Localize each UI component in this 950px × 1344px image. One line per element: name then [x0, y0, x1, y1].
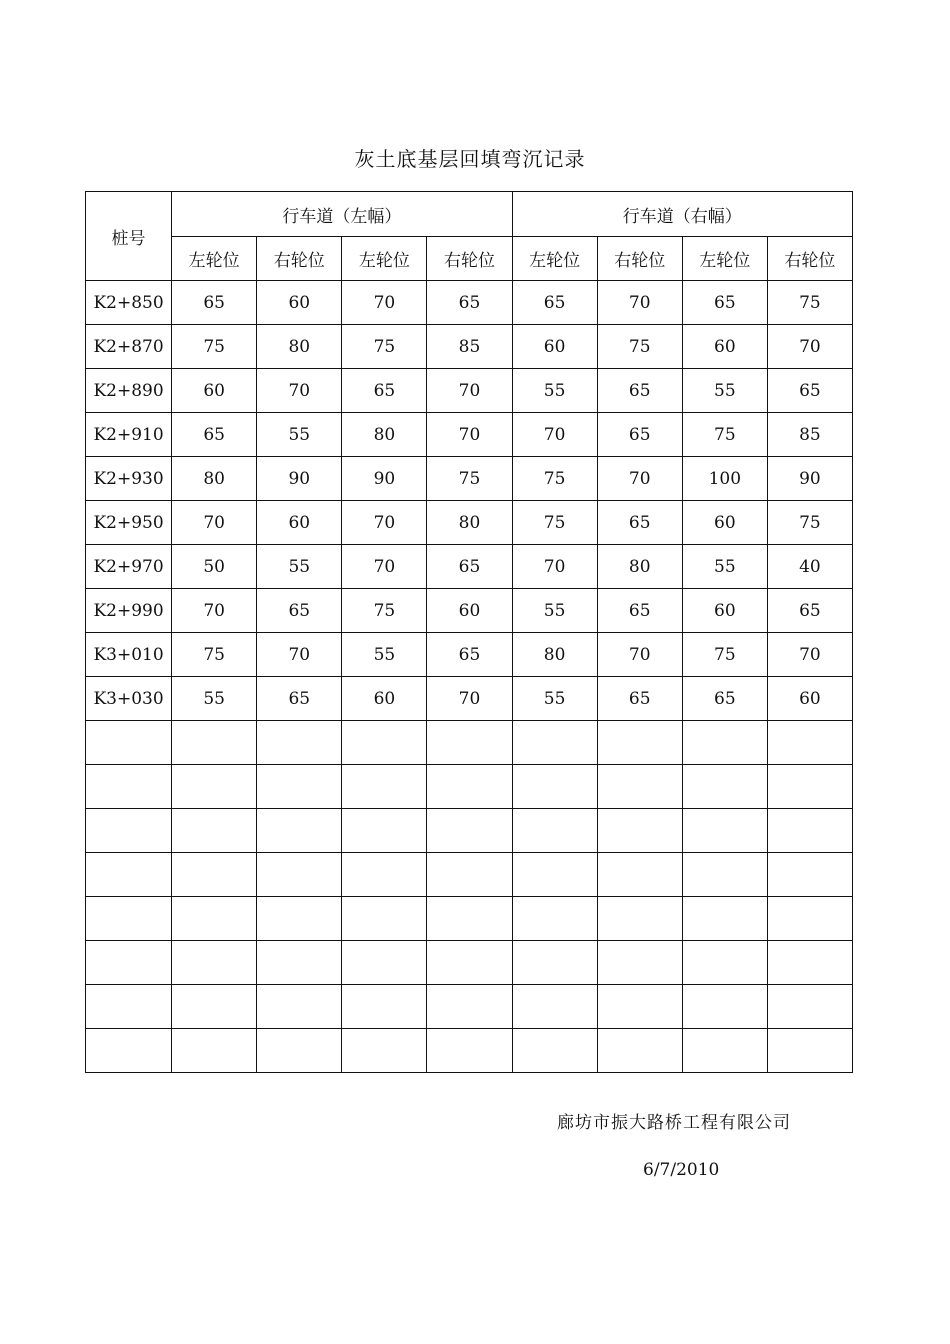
empty-cell — [427, 897, 512, 941]
table-row — [86, 325, 853, 369]
deflection-value-cell: 85 — [427, 325, 512, 369]
empty-cell — [767, 985, 852, 1029]
table-row — [86, 457, 853, 501]
empty-table-row — [86, 1029, 853, 1073]
station-cell: K2+890 — [86, 369, 172, 413]
empty-cell — [767, 809, 852, 853]
deflection-value-cell: 70 — [257, 633, 342, 677]
deflection-value-cell: 90 — [257, 457, 342, 501]
subheader-cell: 右轮位 — [427, 237, 512, 281]
deflection-value-cell: 80 — [342, 413, 427, 457]
empty-cell — [342, 765, 427, 809]
empty-cell — [512, 765, 597, 809]
empty-cell — [597, 721, 682, 765]
deflection-value-cell: 65 — [597, 589, 682, 633]
deflection-value-cell: 75 — [172, 633, 257, 677]
station-cell: K2+870 — [86, 325, 172, 369]
deflection-value-cell: 70 — [342, 545, 427, 589]
empty-cell — [257, 985, 342, 1029]
empty-cell — [257, 853, 342, 897]
deflection-value-cell: 75 — [512, 457, 597, 501]
empty-cell — [512, 941, 597, 985]
deflection-value-cell: 55 — [682, 369, 767, 413]
deflection-value-cell: 65 — [597, 369, 682, 413]
empty-cell — [682, 1029, 767, 1073]
deflection-value-cell: 90 — [342, 457, 427, 501]
deflection-value-cell: 65 — [427, 633, 512, 677]
empty-cell — [767, 765, 852, 809]
empty-cell — [597, 941, 682, 985]
station-cell: K3+030 — [86, 677, 172, 721]
empty-cell — [257, 721, 342, 765]
deflection-value-cell: 85 — [767, 413, 852, 457]
empty-cell — [257, 809, 342, 853]
empty-cell — [597, 765, 682, 809]
deflection-value-cell: 75 — [597, 325, 682, 369]
table-row — [86, 413, 853, 457]
empty-cell — [172, 941, 257, 985]
empty-cell — [257, 765, 342, 809]
empty-cell — [597, 809, 682, 853]
deflection-value-cell: 65 — [257, 677, 342, 721]
empty-cell — [342, 985, 427, 1029]
subheader-cell: 左轮位 — [512, 237, 597, 281]
empty-table-row — [86, 985, 853, 1029]
empty-cell — [427, 985, 512, 1029]
empty-cell — [342, 897, 427, 941]
deflection-value-cell: 70 — [427, 677, 512, 721]
deflection-value-cell: 70 — [597, 281, 682, 325]
empty-table-row — [86, 897, 853, 941]
deflection-value-cell: 55 — [172, 677, 257, 721]
subheader-cell: 左轮位 — [342, 237, 427, 281]
empty-cell — [86, 897, 172, 941]
table-body — [86, 281, 853, 1073]
deflection-value-cell: 60 — [172, 369, 257, 413]
document-title: 灰土底基层回填弯沉记录 — [354, 147, 586, 171]
deflection-value-cell: 80 — [597, 545, 682, 589]
deflection-value-cell: 60 — [512, 325, 597, 369]
deflection-value-cell: 70 — [767, 325, 852, 369]
empty-cell — [172, 809, 257, 853]
empty-cell — [512, 721, 597, 765]
deflection-value-cell: 65 — [512, 281, 597, 325]
right-lane-group-header: 行车道（右幅） — [512, 192, 852, 237]
empty-cell — [342, 721, 427, 765]
deflection-value-cell: 70 — [172, 589, 257, 633]
empty-cell — [682, 897, 767, 941]
table-row — [86, 281, 853, 325]
deflection-value-cell: 70 — [597, 633, 682, 677]
subheader-cell: 左轮位 — [172, 237, 257, 281]
empty-table-row — [86, 765, 853, 809]
left-lane-group-header: 行车道（左幅） — [172, 192, 512, 237]
deflection-value-cell: 70 — [512, 545, 597, 589]
deflection-value-cell: 70 — [512, 413, 597, 457]
station-cell: K2+850 — [86, 281, 172, 325]
empty-table-row — [86, 853, 853, 897]
empty-cell — [682, 765, 767, 809]
deflection-value-cell: 60 — [767, 677, 852, 721]
empty-cell — [342, 1029, 427, 1073]
deflection-value-cell: 65 — [597, 677, 682, 721]
station-cell: K2+990 — [86, 589, 172, 633]
empty-cell — [342, 941, 427, 985]
deflection-value-cell: 65 — [682, 677, 767, 721]
deflection-value-cell: 80 — [427, 501, 512, 545]
deflection-value-cell: 65 — [682, 281, 767, 325]
empty-cell — [427, 853, 512, 897]
empty-cell — [767, 1029, 852, 1073]
deflection-value-cell: 65 — [597, 501, 682, 545]
empty-cell — [257, 1029, 342, 1073]
empty-cell — [172, 985, 257, 1029]
deflection-value-cell: 65 — [427, 545, 512, 589]
deflection-value-cell: 55 — [342, 633, 427, 677]
station-cell: K2+970 — [86, 545, 172, 589]
empty-cell — [257, 897, 342, 941]
deflection-value-cell: 80 — [257, 325, 342, 369]
empty-table-row — [86, 721, 853, 765]
empty-cell — [342, 853, 427, 897]
deflection-value-cell: 75 — [767, 281, 852, 325]
deflection-value-cell: 60 — [682, 589, 767, 633]
subheader-cell: 右轮位 — [597, 237, 682, 281]
deflection-value-cell: 60 — [257, 281, 342, 325]
empty-cell — [682, 809, 767, 853]
empty-cell — [682, 985, 767, 1029]
empty-cell — [257, 941, 342, 985]
subheader-cell: 右轮位 — [257, 237, 342, 281]
deflection-value-cell: 70 — [767, 633, 852, 677]
station-cell: K2+930 — [86, 457, 172, 501]
empty-cell — [767, 721, 852, 765]
empty-cell — [86, 941, 172, 985]
empty-cell — [172, 1029, 257, 1073]
deflection-value-cell: 90 — [767, 457, 852, 501]
deflection-value-cell: 60 — [427, 589, 512, 633]
empty-cell — [86, 985, 172, 1029]
deflection-value-cell: 70 — [342, 501, 427, 545]
empty-cell — [86, 809, 172, 853]
deflection-value-cell: 75 — [342, 589, 427, 633]
empty-table-row — [86, 941, 853, 985]
table-row — [86, 589, 853, 633]
empty-table-row — [86, 809, 853, 853]
table-row — [86, 369, 853, 413]
record-date: 6/7/2010 — [643, 1160, 720, 1180]
deflection-value-cell: 100 — [682, 457, 767, 501]
deflection-value-cell: 75 — [427, 457, 512, 501]
deflection-record-table — [85, 191, 853, 1073]
empty-cell — [427, 941, 512, 985]
empty-cell — [767, 897, 852, 941]
empty-cell — [427, 809, 512, 853]
deflection-value-cell: 75 — [767, 501, 852, 545]
empty-cell — [172, 897, 257, 941]
station-header: 桩号 — [86, 192, 172, 281]
empty-cell — [597, 1029, 682, 1073]
deflection-value-cell: 70 — [342, 281, 427, 325]
empty-cell — [767, 941, 852, 985]
empty-cell — [682, 941, 767, 985]
deflection-value-cell: 40 — [767, 545, 852, 589]
deflection-value-cell: 55 — [512, 369, 597, 413]
deflection-value-cell: 75 — [342, 325, 427, 369]
empty-cell — [597, 985, 682, 1029]
empty-cell — [86, 1029, 172, 1073]
empty-cell — [682, 853, 767, 897]
empty-cell — [172, 853, 257, 897]
deflection-value-cell: 60 — [682, 501, 767, 545]
deflection-value-cell: 55 — [257, 545, 342, 589]
deflection-value-cell: 75 — [172, 325, 257, 369]
table-row — [86, 677, 853, 721]
table-row — [86, 633, 853, 677]
empty-cell — [172, 721, 257, 765]
empty-cell — [86, 721, 172, 765]
empty-cell — [172, 765, 257, 809]
subheader-cell: 左轮位 — [682, 237, 767, 281]
station-cell: K3+010 — [86, 633, 172, 677]
deflection-value-cell: 80 — [172, 457, 257, 501]
deflection-value-cell: 65 — [427, 281, 512, 325]
table-row — [86, 545, 853, 589]
deflection-value-cell: 70 — [427, 413, 512, 457]
deflection-value-cell: 55 — [512, 677, 597, 721]
subheader-cell: 右轮位 — [767, 237, 852, 281]
empty-cell — [427, 1029, 512, 1073]
empty-cell — [512, 809, 597, 853]
empty-cell — [682, 721, 767, 765]
empty-cell — [597, 853, 682, 897]
deflection-value-cell: 65 — [597, 413, 682, 457]
deflection-value-cell: 80 — [512, 633, 597, 677]
deflection-value-cell: 55 — [682, 545, 767, 589]
deflection-value-cell: 65 — [767, 589, 852, 633]
deflection-value-cell: 70 — [257, 369, 342, 413]
company-name: 廊坊市振大路桥工程有限公司 — [557, 1113, 791, 1133]
station-cell: K2+950 — [86, 501, 172, 545]
empty-cell — [767, 853, 852, 897]
deflection-value-cell: 75 — [682, 413, 767, 457]
empty-cell — [86, 853, 172, 897]
empty-cell — [512, 1029, 597, 1073]
empty-cell — [342, 809, 427, 853]
empty-cell — [512, 897, 597, 941]
deflection-value-cell: 50 — [172, 545, 257, 589]
deflection-value-cell: 70 — [597, 457, 682, 501]
deflection-value-cell: 65 — [257, 589, 342, 633]
deflection-value-cell: 60 — [257, 501, 342, 545]
deflection-value-cell: 75 — [512, 501, 597, 545]
empty-cell — [597, 897, 682, 941]
empty-cell — [512, 985, 597, 1029]
deflection-value-cell: 60 — [682, 325, 767, 369]
deflection-value-cell: 70 — [172, 501, 257, 545]
empty-cell — [427, 721, 512, 765]
empty-cell — [86, 765, 172, 809]
deflection-value-cell: 55 — [512, 589, 597, 633]
empty-cell — [427, 765, 512, 809]
deflection-value-cell: 65 — [172, 413, 257, 457]
empty-cell — [512, 853, 597, 897]
deflection-value-cell: 65 — [767, 369, 852, 413]
deflection-value-cell: 65 — [172, 281, 257, 325]
deflection-value-cell: 75 — [682, 633, 767, 677]
deflection-value-cell: 60 — [342, 677, 427, 721]
deflection-value-cell: 65 — [342, 369, 427, 413]
deflection-value-cell: 55 — [257, 413, 342, 457]
table-row — [86, 501, 853, 545]
station-cell: K2+910 — [86, 413, 172, 457]
deflection-value-cell: 70 — [427, 369, 512, 413]
